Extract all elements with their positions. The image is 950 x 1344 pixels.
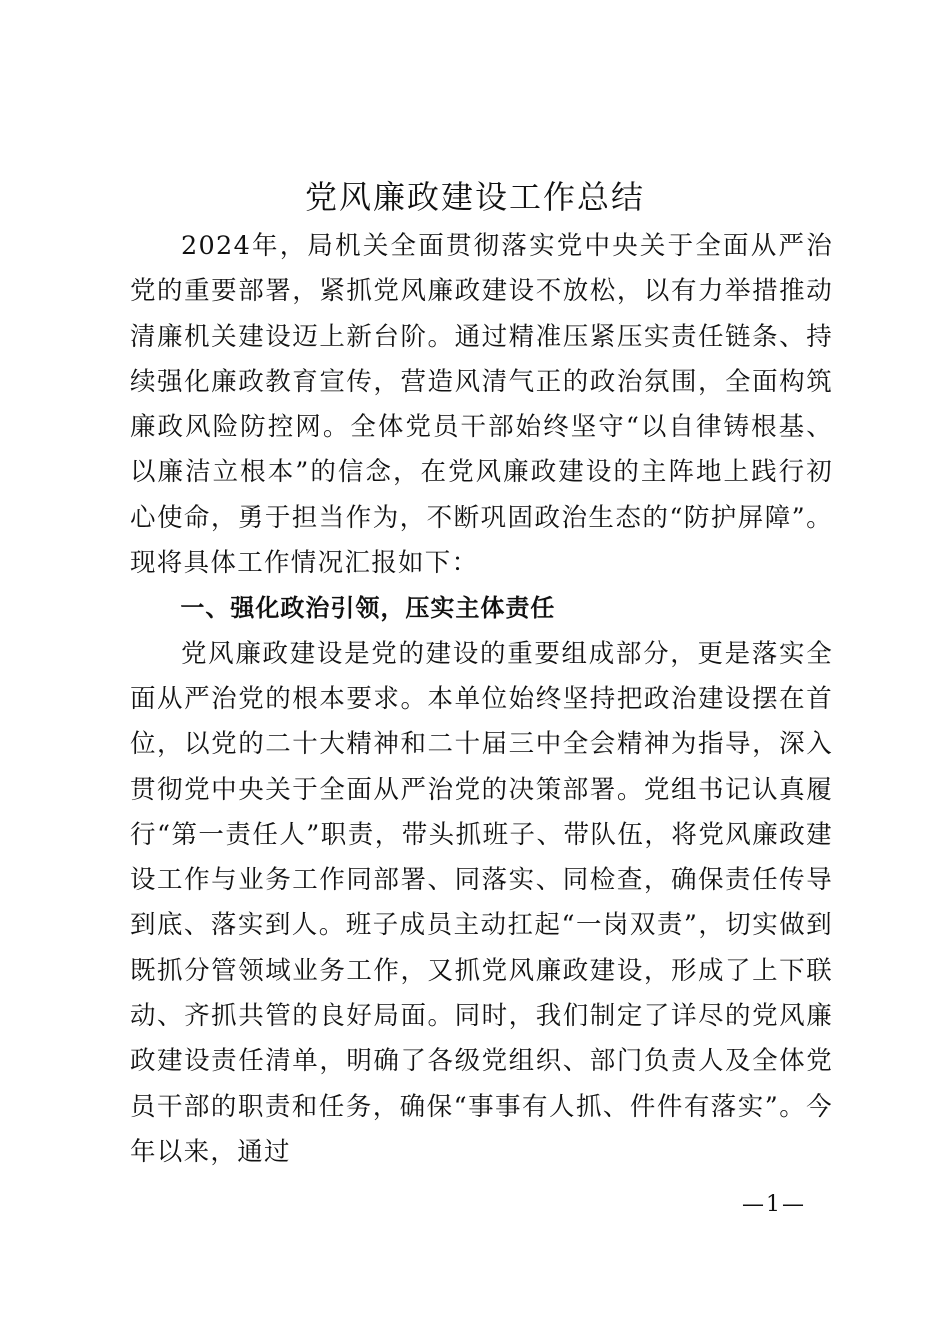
section-heading: 一、强化政治引领，压实主体责任: [180, 594, 556, 623]
page-number: —1—: [742, 1192, 806, 1217]
section-paragraph: 党风廉政建设是党的建设的重要组成部分，更是落实全面从严治党的根本要求。本单位始终坚持把政治建设摆在首位，以党的二十大精神和二十届三中全会精神为指导，深入贯彻党中央关于全面从严治党的决策部署。党组书记认真履行“第一责任人”职责，带头抓班子、带队伍，将党风廉政建设工作与业务工作同部署、同落实、同检查，确保责任传导到底、落实到人。班子成员主动扛起“一岗双责”，切实做到既抓分管领域业务工作，又抓党风廉政建设，形成了上下联动、齐抓共管的良好局面。同时，我们制定了详尽的党风廉政建设责任清单，明确了各级党组织、部门负责人及全体党员干部的职责和任务，确保“事事有人抓、件件有落实”。今年以来，通过: [130, 638, 833, 1167]
intro-paragraph: 2024年，局机关全面贯彻落实党中央关于全面从严治党的重要部署，紧抓党风廉政建设不放松，以有力举措推动清廉机关建设迈上新台阶。通过精准压紧压实责任链条、持续强化廉政教育宣传，营造风清气正的政治氛围，全面构筑廉政风险防控网。全体党员干部始终坚守“以自律铸根基、以廉洁立根本”的信念，在党风廉政建设的主阵地上践行初心使命，勇于担当作为，不断巩固政治生态的“防护屏障”。现将具体工作情况汇报如下：: [130, 231, 833, 579]
document-title: 党风廉政建设工作总结: [304, 178, 645, 216]
document-body: [130, 224, 833, 1175]
